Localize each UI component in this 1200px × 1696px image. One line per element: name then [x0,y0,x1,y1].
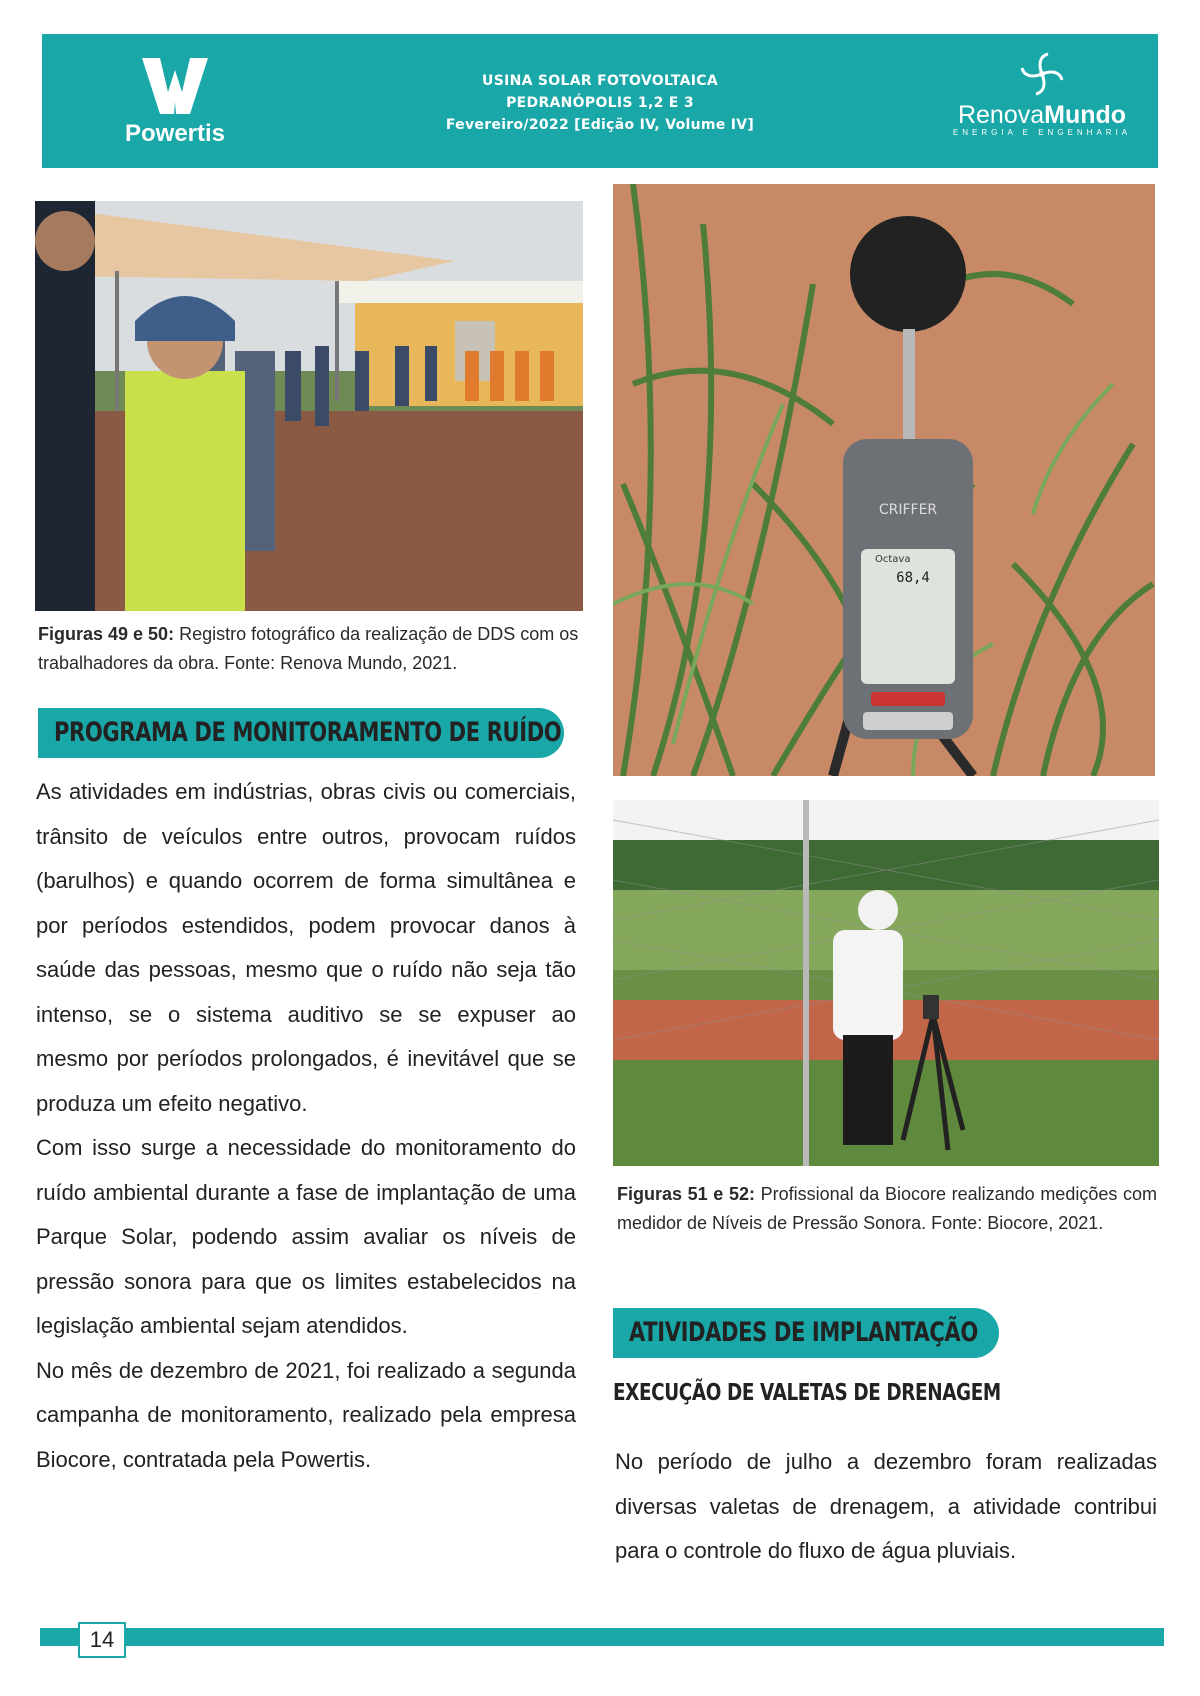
caption-51-52-text: Profissional da Biocore realizando medições com medidor de Níveis de Pressão Sonora. Fonte: Biocore, 2021. [617,1184,1157,1233]
subheading-drainage-text: EXECUÇÃO DE VALETAS DE DRENAGEM [613,1380,1001,1406]
powertis-logo [90,48,260,158]
photo-technician-measuring [613,800,1159,1166]
caption-figures-49-50 [38,620,593,678]
section-heading-implantation-text: ATIVIDADES DE IMPLANTAÇÃO [629,1317,978,1348]
noise-paragraph-1: As atividades em indústrias, obras civis ou comerciais, trânsito de veículos entre outros, provocam ruídos (barulhos) e quando ocorrem de forma simultânea e por períodos estendidos, podem provocar danos à saúde das pessoas, mesmo que o ruído não seja tão intenso, se o sistema auditivo se se expuser ao mesmo por períodos prolongados, é inevitável que se produza um efeito negativo. [36,779,576,1116]
header-banner [42,34,1158,168]
noise-body [36,770,576,1482]
renovamundo-logo-text [942,102,1142,128]
meter-model-label: Octava [875,554,911,565]
meter-brand-label: CRIFFER [878,502,938,518]
header-title-line1: USINA SOLAR FOTOVOLTAICA [482,73,718,89]
pinwheel-icon [1018,50,1066,98]
header-title-line2: PEDRANÓPOLIS 1,2 E 3 [506,95,694,111]
noise-paragraph-3: No mês de dezembro de 2021, foi realizado a segunda campanha de monitoramento, realizado pela empresa Biocore, contratada pela Powertis. [36,1357,576,1472]
logo-renova: Renova [957,101,1045,129]
section-heading-noise [38,708,564,758]
header-title [372,70,828,136]
renovamundo-tagline: ENERGIA E ENGENHARIA [952,128,1132,137]
meter-reading: 68,4 [896,570,930,586]
caption-49-50-text: Registro fotográfico da realização de DDS com os trabalhadores da obra. Fonte: Renova Mundo, 2021. [38,624,579,673]
caption-51-52-label: Figuras 51 e 52: [617,1184,755,1204]
subheading-drainage [613,1380,1133,1406]
powertis-logo-text: Powertis [124,120,226,147]
logo-mundo: Mundo [1044,101,1127,129]
section-heading-noise-text: PROGRAMA DE MONITORAMENTO DE RUÍDO [54,717,562,748]
implantation-paragraph: No período de julho a dezembro foram realizadas diversas valetas de drenagem, a atividade contribui para o controle do fluxo de água pluviais. [615,1449,1157,1563]
photo-dds-meeting [35,201,583,611]
renovamundo-logo [942,48,1142,158]
implantation-body [615,1440,1157,1574]
noise-paragraph-2: Com isso surge a necessidade do monitoramento do ruído ambiental durante a fase de implantação de uma Parque Solar, podendo assim avaliar os níveis de pressão sonora para que os limites estabelecidos na legislação ambiental sejam atendidos. [36,1135,576,1338]
powertis-w-icon [140,52,210,118]
caption-49-50-label: Figuras 49 e 50: [38,624,175,644]
page-number: 14 [78,1622,126,1658]
photo-sound-meter [613,184,1155,776]
header-edition: Fevereiro/2022 [Edição IV, Volume IV] [445,117,755,133]
footer-bar [40,1628,1164,1646]
section-heading-implantation [613,1308,999,1358]
caption-figures-51-52 [617,1180,1157,1238]
